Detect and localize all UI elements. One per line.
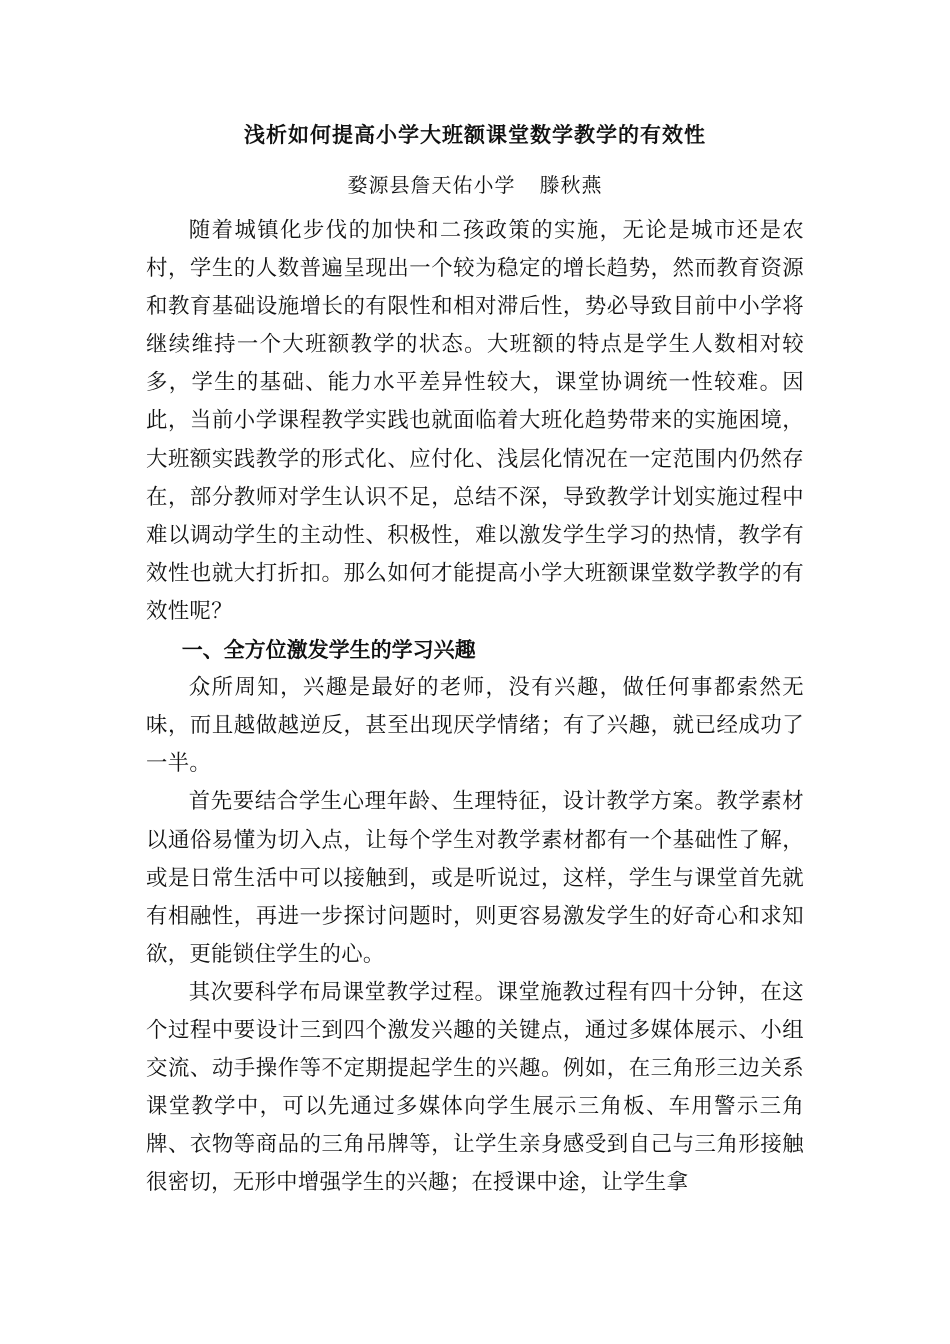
author-school: 婺源县詹天佑小学 [347, 173, 516, 197]
intro-paragraph: 随着城镇化步伐的加快和二孩政策的实施，无论是城市还是农村，学生的人数普遍呈现出一个较为稳定的增长趋势，然而教育资源和教育基础设施增长的有限性和相对滞后性，势必导致目前中小学将继续维持一个大班额教学的状态。大班额的特点是学生人数相对较多，学生的基础、能力水平差异性较大，课堂协调统一性较难。因此，当前小学课程教学实践也就面临着大班化趋势带来的实施困境，大班额实践教学的形式化、应付化、浅层化情况在一定范围内仍然存在，部分教师对学生认识不足，总结不深，导致教学计划实施过程中难以调动学生的主动性、积极性，难以激发学生学习的热情，教学有效性也就大打折扣。那么如何才能提高小学大班额课堂数学教学的有效性呢？ [146, 218, 804, 624]
body-paragraph: 众所周知，兴趣是最好的老师，没有兴趣，做任何事都索然无味，而且越做越逆反，甚至出现厌学情绪；有了兴趣，就已经成功了一半。 [146, 675, 804, 777]
section-heading: 一、全方位激发学生的学习兴趣 [181, 637, 476, 663]
author-line [146, 170, 804, 200]
body-paragraph: 其次要科学布局课堂教学过程。课堂施教过程有四十分钟，在这个过程中要设计三到四个激发兴趣的关键点，通过多媒体展示、小组交流、动手操作等不定期提起学生的兴趣。例如，在三角形三边关系课堂教学中，可以先通过多媒体向学生展示三角板、车用警示三角牌、衣物等商品的三角吊牌等，让学生亲身感受到自己与三角形接触很密切，无形中增强学生的兴趣；在授课中途，让学生拿 [146, 979, 804, 1196]
author-name: 滕秋燕 [539, 173, 603, 197]
document-title: 浅析如何提高小学大班额课堂数学教学的有效性 [244, 122, 706, 147]
body-paragraph: 首先要结合学生心理年龄、生理特征，设计教学方案。教学素材以通俗易懂为切入点，让每个学生对教学素材都有一个基础性了解，或是日常生活中可以接触到，或是听说过，这样，学生与课堂首先就有相融性，再进一步探讨问题时，则更容易激发学生的好奇心和求知欲，更能锁住学生的心。 [146, 789, 804, 967]
